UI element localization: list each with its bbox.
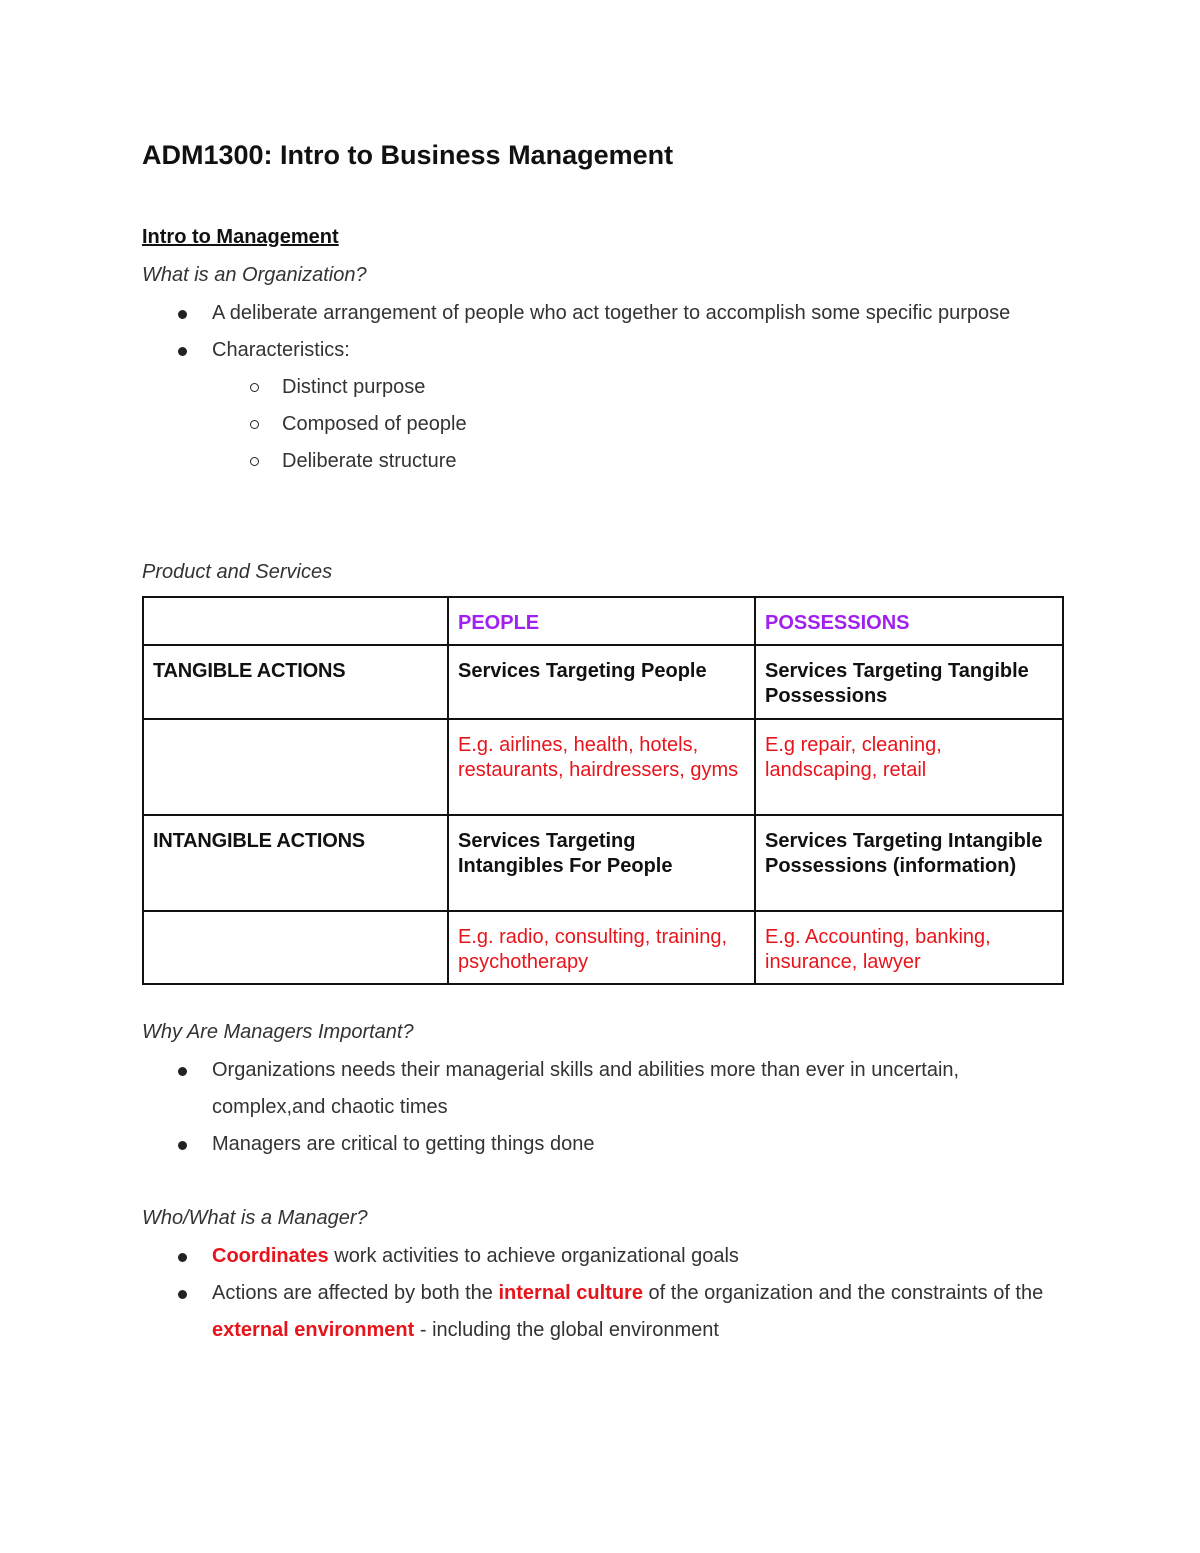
table-cell — [755, 911, 1063, 984]
product-services-table — [142, 596, 1064, 985]
table-row — [143, 645, 1063, 719]
manager-point-text: Actions are affected by both the — [212, 1282, 499, 1304]
list-item — [142, 1126, 1062, 1163]
important-bullet-list — [142, 1052, 1062, 1163]
table-row — [143, 815, 1063, 911]
row-label-intangible — [143, 815, 448, 911]
document-title: ADM1300: Intro to Business Management — [142, 140, 674, 170]
manager-point-text: work activities to achieve organizational goals — [328, 1245, 739, 1267]
table-cell — [448, 719, 755, 815]
highlight-internal-culture: internal culture — [498, 1282, 643, 1304]
hollow-bullet-icon — [250, 457, 259, 466]
table-cell — [448, 911, 755, 984]
table-cell — [755, 719, 1063, 815]
org-question: What is an Organization? — [142, 264, 367, 286]
table-cell-empty — [143, 911, 448, 984]
tangible-possessions: Services Targeting Tangible Possessions — [765, 660, 1029, 707]
header-people-label: PEOPLE — [458, 612, 540, 634]
highlight-coordinates: Coordinates — [212, 1245, 329, 1267]
intangible-people: Services Targeting Intangibles For People — [458, 830, 673, 877]
section-heading: Intro to Management — [142, 226, 339, 248]
list-item — [142, 1238, 1062, 1275]
table-cell-empty — [143, 719, 448, 815]
bullet-icon — [178, 1290, 187, 1299]
tangible-people: Services Targeting People — [458, 660, 707, 682]
intangible-possessions: Services Targeting Intangible Possessions (information) — [765, 830, 1043, 877]
hollow-bullet-icon — [250, 383, 259, 392]
list-item — [142, 1052, 1062, 1126]
tangible-possessions-examples: E.g repair, cleaning, landscaping, retail — [765, 734, 942, 781]
intangible-label: INTANGIBLE ACTIONS — [153, 830, 365, 852]
bullet-icon — [178, 1253, 187, 1262]
manager-bullet-list — [142, 1238, 1062, 1349]
list-item — [212, 369, 1062, 406]
list-item — [212, 406, 1062, 443]
hollow-bullet-icon — [250, 420, 259, 429]
list-item — [212, 443, 1062, 480]
org-definition: A deliberate arrangement of people who act together to accomplish some specific purpose — [212, 302, 1011, 324]
important-point: Managers are critical to getting things done — [212, 1133, 595, 1155]
characteristics-list — [212, 369, 1062, 480]
bullet-icon — [178, 1067, 187, 1076]
characteristics-label: Characteristics: — [212, 339, 350, 361]
characteristic: Deliberate structure — [282, 450, 457, 472]
products-heading: Product and Services — [142, 561, 333, 583]
table-cell-empty — [143, 597, 448, 645]
list-item — [142, 332, 1062, 480]
header-possessions — [755, 597, 1063, 645]
tangible-people-examples: E.g. airlines, health, hotels, restaurants, hairdressers, gyms — [458, 734, 739, 781]
list-item — [142, 295, 1062, 332]
bullet-icon — [178, 310, 187, 319]
header-possessions-label: POSSESSIONS — [765, 612, 910, 634]
manager-point-text: - including the global environment — [414, 1319, 719, 1341]
table-cell — [448, 645, 755, 719]
table-row — [143, 597, 1063, 645]
important-point: Organizations needs their managerial skills and abilities more than ever in uncertain, complex,and chaotic times — [212, 1059, 960, 1118]
table-row — [143, 719, 1063, 815]
tangible-label: TANGIBLE ACTIONS — [153, 660, 346, 682]
important-question: Why Are Managers Important? — [142, 1021, 414, 1043]
row-label-tangible — [143, 645, 448, 719]
table-cell — [755, 645, 1063, 719]
list-item — [142, 1275, 1062, 1349]
characteristic: Distinct purpose — [282, 376, 426, 398]
table-row — [143, 911, 1063, 984]
manager-question: Who/What is a Manager? — [142, 1207, 368, 1229]
table-cell — [755, 815, 1063, 911]
header-people — [448, 597, 755, 645]
manager-point-text: of the organization and the constraints of the — [642, 1282, 1044, 1304]
org-bullet-list — [142, 295, 1062, 480]
intangible-people-examples: E.g. radio, consulting, training, psychotherapy — [458, 926, 728, 973]
bullet-icon — [178, 1141, 187, 1150]
intangible-possessions-examples: E.g. Accounting, banking, insurance, lawyer — [765, 926, 991, 973]
characteristic: Composed of people — [282, 413, 467, 435]
table-cell — [448, 815, 755, 911]
highlight-external-environment: external environment — [212, 1319, 415, 1341]
bullet-icon — [178, 347, 187, 356]
